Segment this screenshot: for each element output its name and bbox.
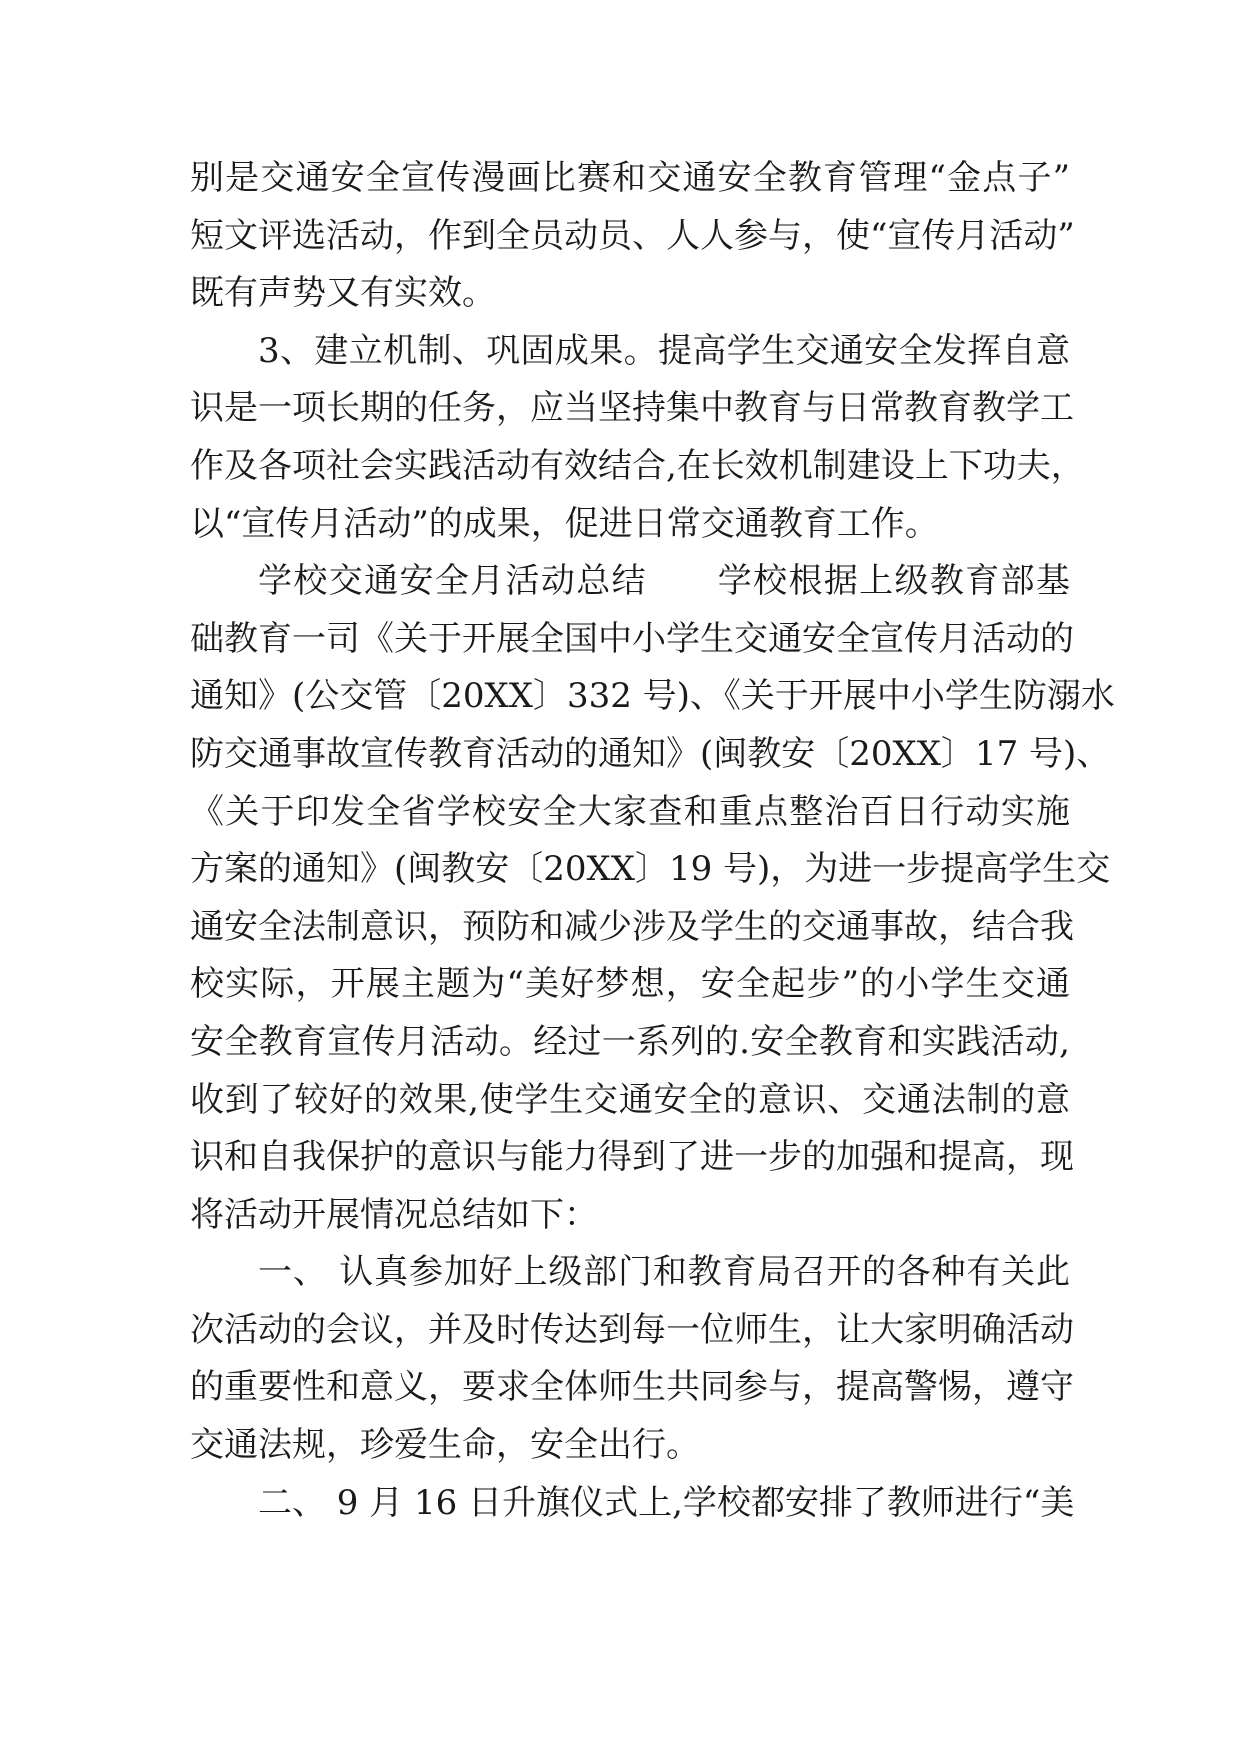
document-body xyxy=(190,150,1115,1532)
text-line: 校实际，开展主题为“美好梦想，安全起步”的小学生交通 xyxy=(190,964,1070,1005)
text-line: 一、 认真参加好上级部门和教育局召开的各种有关此 xyxy=(258,1252,1070,1293)
text-line: 《关于印发全省学校安全大家查和重点整治百日行动实施 xyxy=(190,791,1070,832)
text-line: 的重要性和意义，要求全体师生共同参与，提高警惕，遵守 xyxy=(190,1367,1074,1408)
text-line: 防交通事故宣传教育活动的通知》(闽教安〔20XX〕17 号)、 xyxy=(190,733,1111,774)
text-line: 二、 9 月 16 日升旗仪式上,学校都安排了教师进行“美 xyxy=(258,1482,1075,1523)
text-line: 将活动开展情况总结如下： xyxy=(190,1194,598,1235)
text-line: 3、建立机制、巩固成果。提高学生交通安全发挥自意 xyxy=(258,330,1070,371)
text-line: 收到了较好的效果,使学生交通安全的意识、交通法制的意 xyxy=(190,1079,1070,1120)
text-line: 交通法规，珍爱生命，安全出行。 xyxy=(190,1425,700,1466)
text-line: 次活动的会议，并及时传达到每一位师生，让大家明确活动 xyxy=(190,1309,1074,1350)
text-line: 方案的通知》(闽教安〔20XX〕19 号)，为进一步提高学生交 xyxy=(190,849,1111,890)
text-line: 础教育一司《关于开展全国中小学生交通安全宣传月活动的 xyxy=(190,618,1074,659)
text-line: 作及各项社会实践活动有效结合,在长效机制建设上下功夫， xyxy=(190,445,1085,486)
text-line: 安全教育宣传月活动。经过一系列的.安全教育和实践活动, xyxy=(190,1021,1070,1062)
text-line: 既有声势又有实效。 xyxy=(190,273,496,314)
text-line: 学校交通安全月活动总结 学校根据上级教育部基 xyxy=(258,561,1070,602)
text-line: 识和自我保护的意识与能力得到了进一步的加强和提高，现 xyxy=(190,1137,1074,1178)
text-line: 短文评选活动，作到全员动员、人人参与，使“宣传月活动” xyxy=(190,215,1075,256)
text-line: 以“宣传月活动”的成果，促进日常交通教育工作。 xyxy=(190,503,939,544)
text-line: 别是交通安全宣传漫画比赛和交通安全教育管理“金点子” xyxy=(190,158,1070,198)
text-line: 识是一项长期的任务，应当坚持集中教育与日常教育教学工 xyxy=(190,388,1074,429)
text-line: 通知》(公交管〔20XX〕332 号)、《关于开展中小学生防溺水 xyxy=(190,676,1115,717)
text-line: 通安全法制意识，预防和减少涉及学生的交通事故，结合我 xyxy=(190,906,1074,947)
